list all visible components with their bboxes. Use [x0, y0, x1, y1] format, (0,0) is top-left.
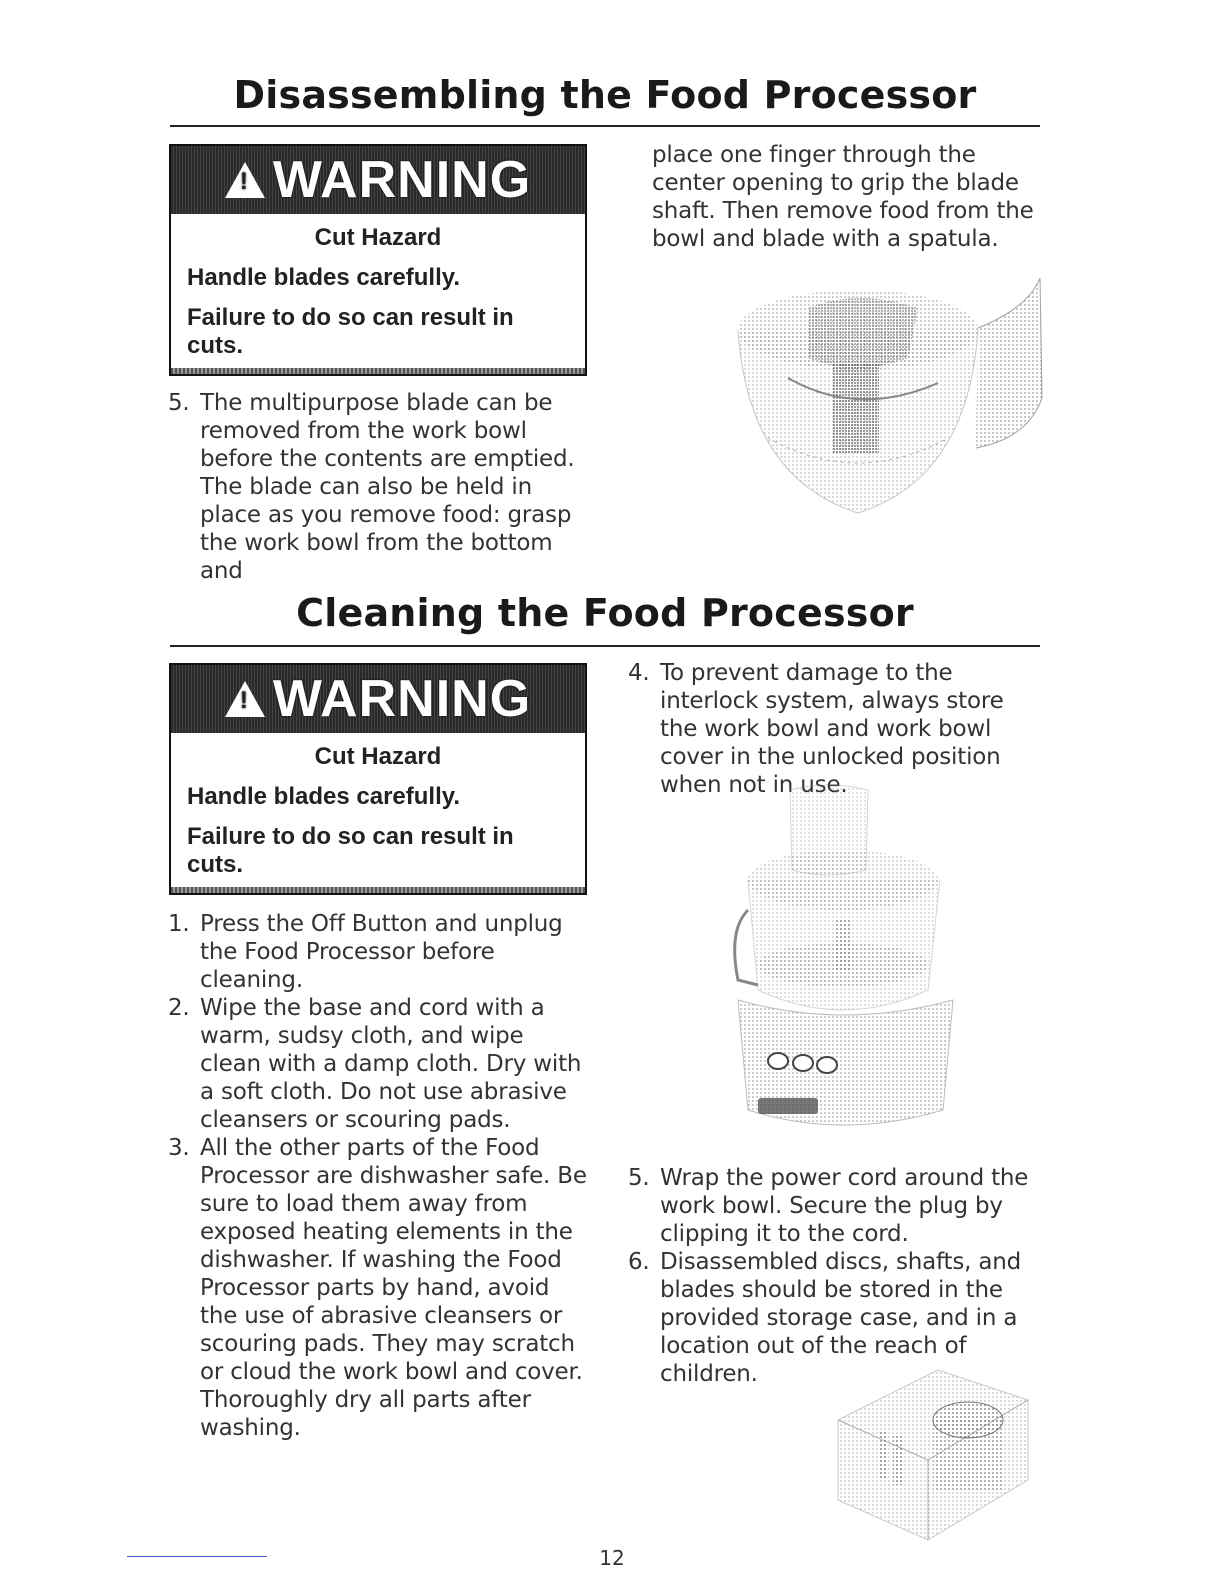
warning-triangle-icon	[225, 681, 265, 717]
section-rule	[170, 125, 1040, 127]
section-rule	[170, 645, 1040, 647]
warning-header	[171, 665, 585, 733]
warning-header	[171, 146, 585, 214]
list-item: 2. Wipe the base and cord with a warm, sudsy cloth, and wipe clean with a damp cloth. Dry with a soft cloth. Do not use abrasive cleansers or scouring pads.	[168, 995, 582, 1133]
warning-triangle-icon	[225, 162, 265, 198]
section-title-disassembling: Disassembling the Food Processor	[233, 73, 977, 117]
storage-case-illustration	[828, 1360, 1038, 1550]
section-title-cleaning: Cleaning the Food Processor	[296, 591, 914, 635]
step-list	[168, 389, 588, 585]
step-list	[628, 659, 1040, 799]
warning-stripe	[171, 887, 585, 893]
footer-rule	[127, 1556, 267, 1557]
continuation-text: place one finger through the center opening to grip the blade shaft. Then remove food from the bowl and blade with a spatula.	[652, 142, 1034, 252]
warning-line: Handle blades carefully.	[187, 783, 460, 810]
warning-hazard: Cut Hazard	[314, 743, 442, 770]
warning-stripe	[171, 368, 585, 374]
warning-title: WARNING	[272, 670, 532, 728]
list-item: 5. Wrap the power cord around the work bowl. Secure the plug by clipping it to the cord.	[628, 1165, 1029, 1247]
warning-title: WARNING	[272, 151, 532, 209]
warning-line: Failure to do so can result in cuts.	[187, 304, 514, 359]
list-item: 4. To prevent damage to the interlock system, always store the work bowl and work bowl cover in the unlocked position when not in use.	[628, 660, 1004, 798]
warning-box	[169, 144, 587, 376]
warning-hazard: Cut Hazard	[314, 224, 442, 251]
work-bowl-illustration	[728, 268, 1048, 528]
list-item: 3. All the other parts of the Food Processor are dishwasher safe. Be sure to load them away from exposed heating elements in the dishwasher. If washing the Food Processor parts by hand, avoid the use of abrasive cleansers or scouring pads. They may scratch or cloud the work bowl and cover. Thoroughly dry all parts after washing.	[168, 1135, 587, 1441]
step-list	[168, 910, 588, 1442]
list-item: 1. Press the Off Button and unplug the Food Processor before cleaning.	[168, 911, 563, 993]
page-number: 12	[599, 1546, 625, 1570]
list-item: 6. Disassembled discs, shafts, and blades should be stored in the provided storage case, and in a location out of the reach of children.	[628, 1249, 1022, 1387]
warning-line: Handle blades carefully.	[187, 264, 460, 291]
warning-line: Failure to do so can result in cuts.	[187, 823, 514, 878]
step-list	[628, 1164, 1040, 1388]
list-item: 5. The multipurpose blade can be removed from the work bowl before the contents are emptied. The blade can also be held in place as you remove food: grasp the work bowl from the bottom and	[168, 390, 575, 584]
warning-box	[169, 663, 587, 895]
food-processor-illustration	[728, 780, 968, 1140]
